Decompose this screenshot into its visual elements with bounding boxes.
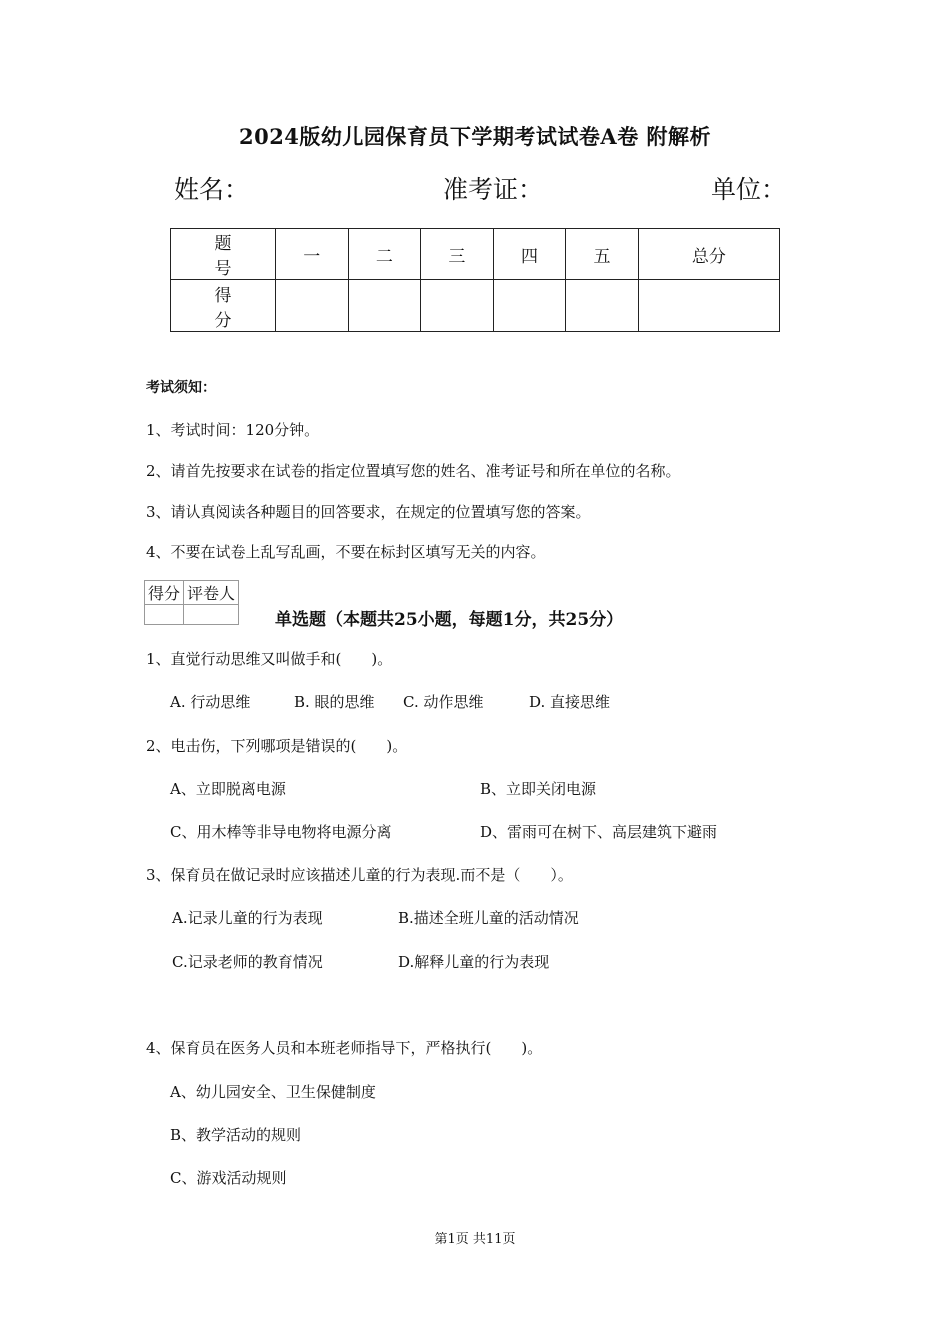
score-table-row-label: 得 分 — [171, 280, 276, 332]
name-label: 姓名： — [174, 175, 250, 204]
question-stem: 3、保育员在做记录时应该描述儿童的行为表现.而不是（ ）。 — [146, 866, 573, 884]
score-cell[interactable] — [348, 280, 421, 332]
question-stem: 4、保育员在医务人员和本班老师指导下，严格执行( )。 — [146, 1039, 543, 1057]
score-table-score-row — [171, 280, 780, 332]
question-stem: 1、直觉行动思维又叫做手和( )。 — [146, 650, 393, 668]
score-table — [170, 228, 780, 332]
question-stem: 2、电击伤，下列哪项是错误的( )。 — [146, 737, 408, 755]
notice-item: 3、请认真阅读各种题目的回答要求，在规定的位置填写您的答案。 — [146, 503, 591, 521]
question-option: B、教学活动的规则 — [170, 1126, 302, 1144]
question-option: C. 动作思维 — [403, 693, 484, 711]
exam-title: 2024版幼儿园保育员下学期考试试卷A卷 附解析 — [238, 124, 712, 149]
notice-item: 2、请首先按要求在试卷的指定位置填写您的姓名、准考证号和所在单位的名称。 — [146, 462, 681, 480]
score-table-column: 四 — [493, 229, 566, 280]
exam-id-label: 准考证： — [443, 175, 544, 204]
score-table-column: 一 — [276, 229, 349, 280]
grader-score-cell[interactable] — [145, 605, 184, 625]
question-option: A、幼儿园安全、卫生保健制度 — [170, 1083, 376, 1101]
question-option: D. 直接思维 — [529, 693, 611, 711]
question-option: B、立即关闭电源 — [480, 780, 597, 798]
question-option: C、游戏活动规则 — [170, 1169, 287, 1187]
score-table-row-label: 题 号 — [171, 229, 276, 280]
question-option: A、立即脱离电源 — [170, 780, 286, 798]
question-option: B. 眼的思维 — [294, 693, 375, 711]
score-table-column: 二 — [348, 229, 421, 280]
grader-box — [144, 580, 239, 625]
section-title: 单选题（本题共25小题，每题1分，共25分） — [275, 610, 624, 630]
question-option: A.记录儿童的行为表现 — [172, 909, 323, 927]
question-option: C、用木棒等非导电物将电源分离 — [170, 823, 392, 841]
question-option: D、雷雨可在树下、高层建筑下避雨 — [480, 823, 718, 841]
grader-score-label: 得分 — [145, 581, 184, 605]
question-option: A. 行动思维 — [170, 693, 251, 711]
score-cell[interactable] — [493, 280, 566, 332]
grader-name-cell[interactable] — [184, 605, 239, 625]
unit-label: 单位： — [711, 175, 787, 204]
score-cell[interactable] — [638, 280, 779, 332]
grader-name-label: 评卷人 — [184, 581, 239, 605]
notice-item: 4、不要在试卷上乱写乱画，不要在标封区填写无关的内容。 — [146, 543, 546, 561]
score-cell[interactable] — [421, 280, 494, 332]
score-cell[interactable] — [566, 280, 639, 332]
score-table-column: 三 — [421, 229, 494, 280]
question-option: B.描述全班儿童的活动情况 — [398, 909, 579, 927]
question-option: D.解释儿童的行为表现 — [398, 953, 550, 971]
question-option: C.记录老师的教育情况 — [172, 953, 323, 971]
page-footer: 第1页 共11页 — [434, 1232, 516, 1247]
score-table-header-row — [171, 229, 780, 280]
notice-item: 1、考试时间：120分钟。 — [146, 421, 320, 439]
notice-heading: 考试须知： — [146, 380, 216, 396]
score-table-column: 五 — [566, 229, 639, 280]
score-table-column: 总分 — [638, 229, 779, 280]
score-cell[interactable] — [276, 280, 349, 332]
